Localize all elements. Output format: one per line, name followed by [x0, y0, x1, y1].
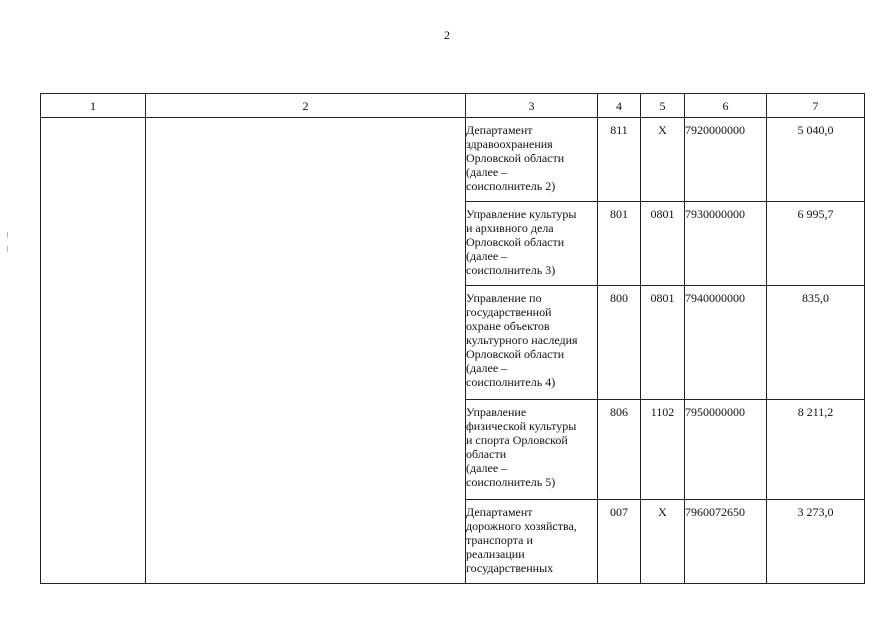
executor-name-line: Орловской области	[466, 347, 565, 361]
executor-name-line: соисполнитель 3)	[466, 263, 556, 277]
col-7-cell: 835,0	[767, 286, 865, 400]
executor-name-cell	[466, 202, 598, 286]
executor-name-line: Орловской области	[466, 235, 565, 249]
col-5-cell: 0801	[641, 286, 685, 400]
merged-cell-col-2	[146, 118, 466, 584]
col-6-cell: 7930000000	[685, 202, 767, 286]
header-col-3: 3	[466, 94, 598, 118]
executor-name-cell	[466, 118, 598, 202]
header-row	[41, 94, 865, 118]
executor-name-line: государственной	[466, 305, 552, 319]
header-col-6: 6	[685, 94, 767, 118]
executor-name-line: Департамент	[466, 505, 533, 519]
executor-name-line: (далее –	[466, 165, 508, 179]
col-4-cell: 800	[598, 286, 641, 400]
page-number: 2	[444, 28, 450, 42]
table-header	[41, 94, 865, 118]
executor-name-line: (далее –	[466, 461, 508, 475]
col-7-cell: 3 273,0	[767, 500, 865, 584]
table-row	[41, 118, 865, 202]
col-4-cell: 007	[598, 500, 641, 584]
executor-name-line: физической культуры	[466, 419, 577, 433]
table-body	[41, 118, 865, 584]
col-6-cell: 7960072650	[685, 500, 767, 584]
col-6-cell: 7940000000	[685, 286, 767, 400]
executor-name-line: и спорта Орловской	[466, 433, 568, 447]
header-col-2: 2	[146, 94, 466, 118]
col-5-cell: 1102	[641, 400, 685, 500]
col-5-cell: Х	[641, 500, 685, 584]
executor-name-line: Управление по	[466, 291, 542, 305]
col-7-cell: 5 040,0	[767, 118, 865, 202]
budget-table	[40, 93, 865, 584]
margin-mark	[7, 232, 8, 238]
col-4-cell: 806	[598, 400, 641, 500]
col-6-cell: 7920000000	[685, 118, 767, 202]
executor-name-line: здравоохранения	[466, 137, 553, 151]
executor-name-cell	[466, 500, 598, 584]
col-7-cell: 8 211,2	[767, 400, 865, 500]
executor-name-line: соисполнитель 2)	[466, 179, 556, 193]
executor-name-line: Орловской области	[466, 151, 565, 165]
header-col-5: 5	[641, 94, 685, 118]
col-5-cell: Х	[641, 118, 685, 202]
col-6-cell: 7950000000	[685, 400, 767, 500]
executor-name-line: области	[466, 447, 507, 461]
col-4-cell: 801	[598, 202, 641, 286]
executor-name-line: Департамент	[466, 123, 533, 137]
col-5-cell: 0801	[641, 202, 685, 286]
executor-name-line: (далее –	[466, 249, 508, 263]
executor-name-cell	[466, 286, 598, 400]
col-7-cell: 6 995,7	[767, 202, 865, 286]
executor-name-line: транспорта и	[466, 533, 533, 547]
executor-name-line: Управление культуры	[466, 207, 577, 221]
executor-name-line: соисполнитель 4)	[466, 375, 556, 389]
executor-name-line: (далее –	[466, 361, 508, 375]
executor-name-cell	[466, 400, 598, 500]
executor-name-line: дорожного хозяйства,	[466, 519, 577, 533]
executor-name-line: культурного наследия	[466, 333, 578, 347]
executor-name-line: охране объектов	[466, 319, 550, 333]
margin-mark	[7, 246, 8, 252]
merged-cell-col-1	[41, 118, 146, 584]
header-col-7: 7	[767, 94, 865, 118]
executor-name-line: Управление	[466, 405, 527, 419]
executor-name-line: соисполнитель 5)	[466, 475, 556, 489]
header-col-1: 1	[41, 94, 146, 118]
header-col-4: 4	[598, 94, 641, 118]
executor-name-line: реализации	[466, 547, 525, 561]
col-4-cell: 811	[598, 118, 641, 202]
executor-name-line: государственных	[466, 561, 554, 575]
executor-name-line: и архивного дела	[466, 221, 554, 235]
